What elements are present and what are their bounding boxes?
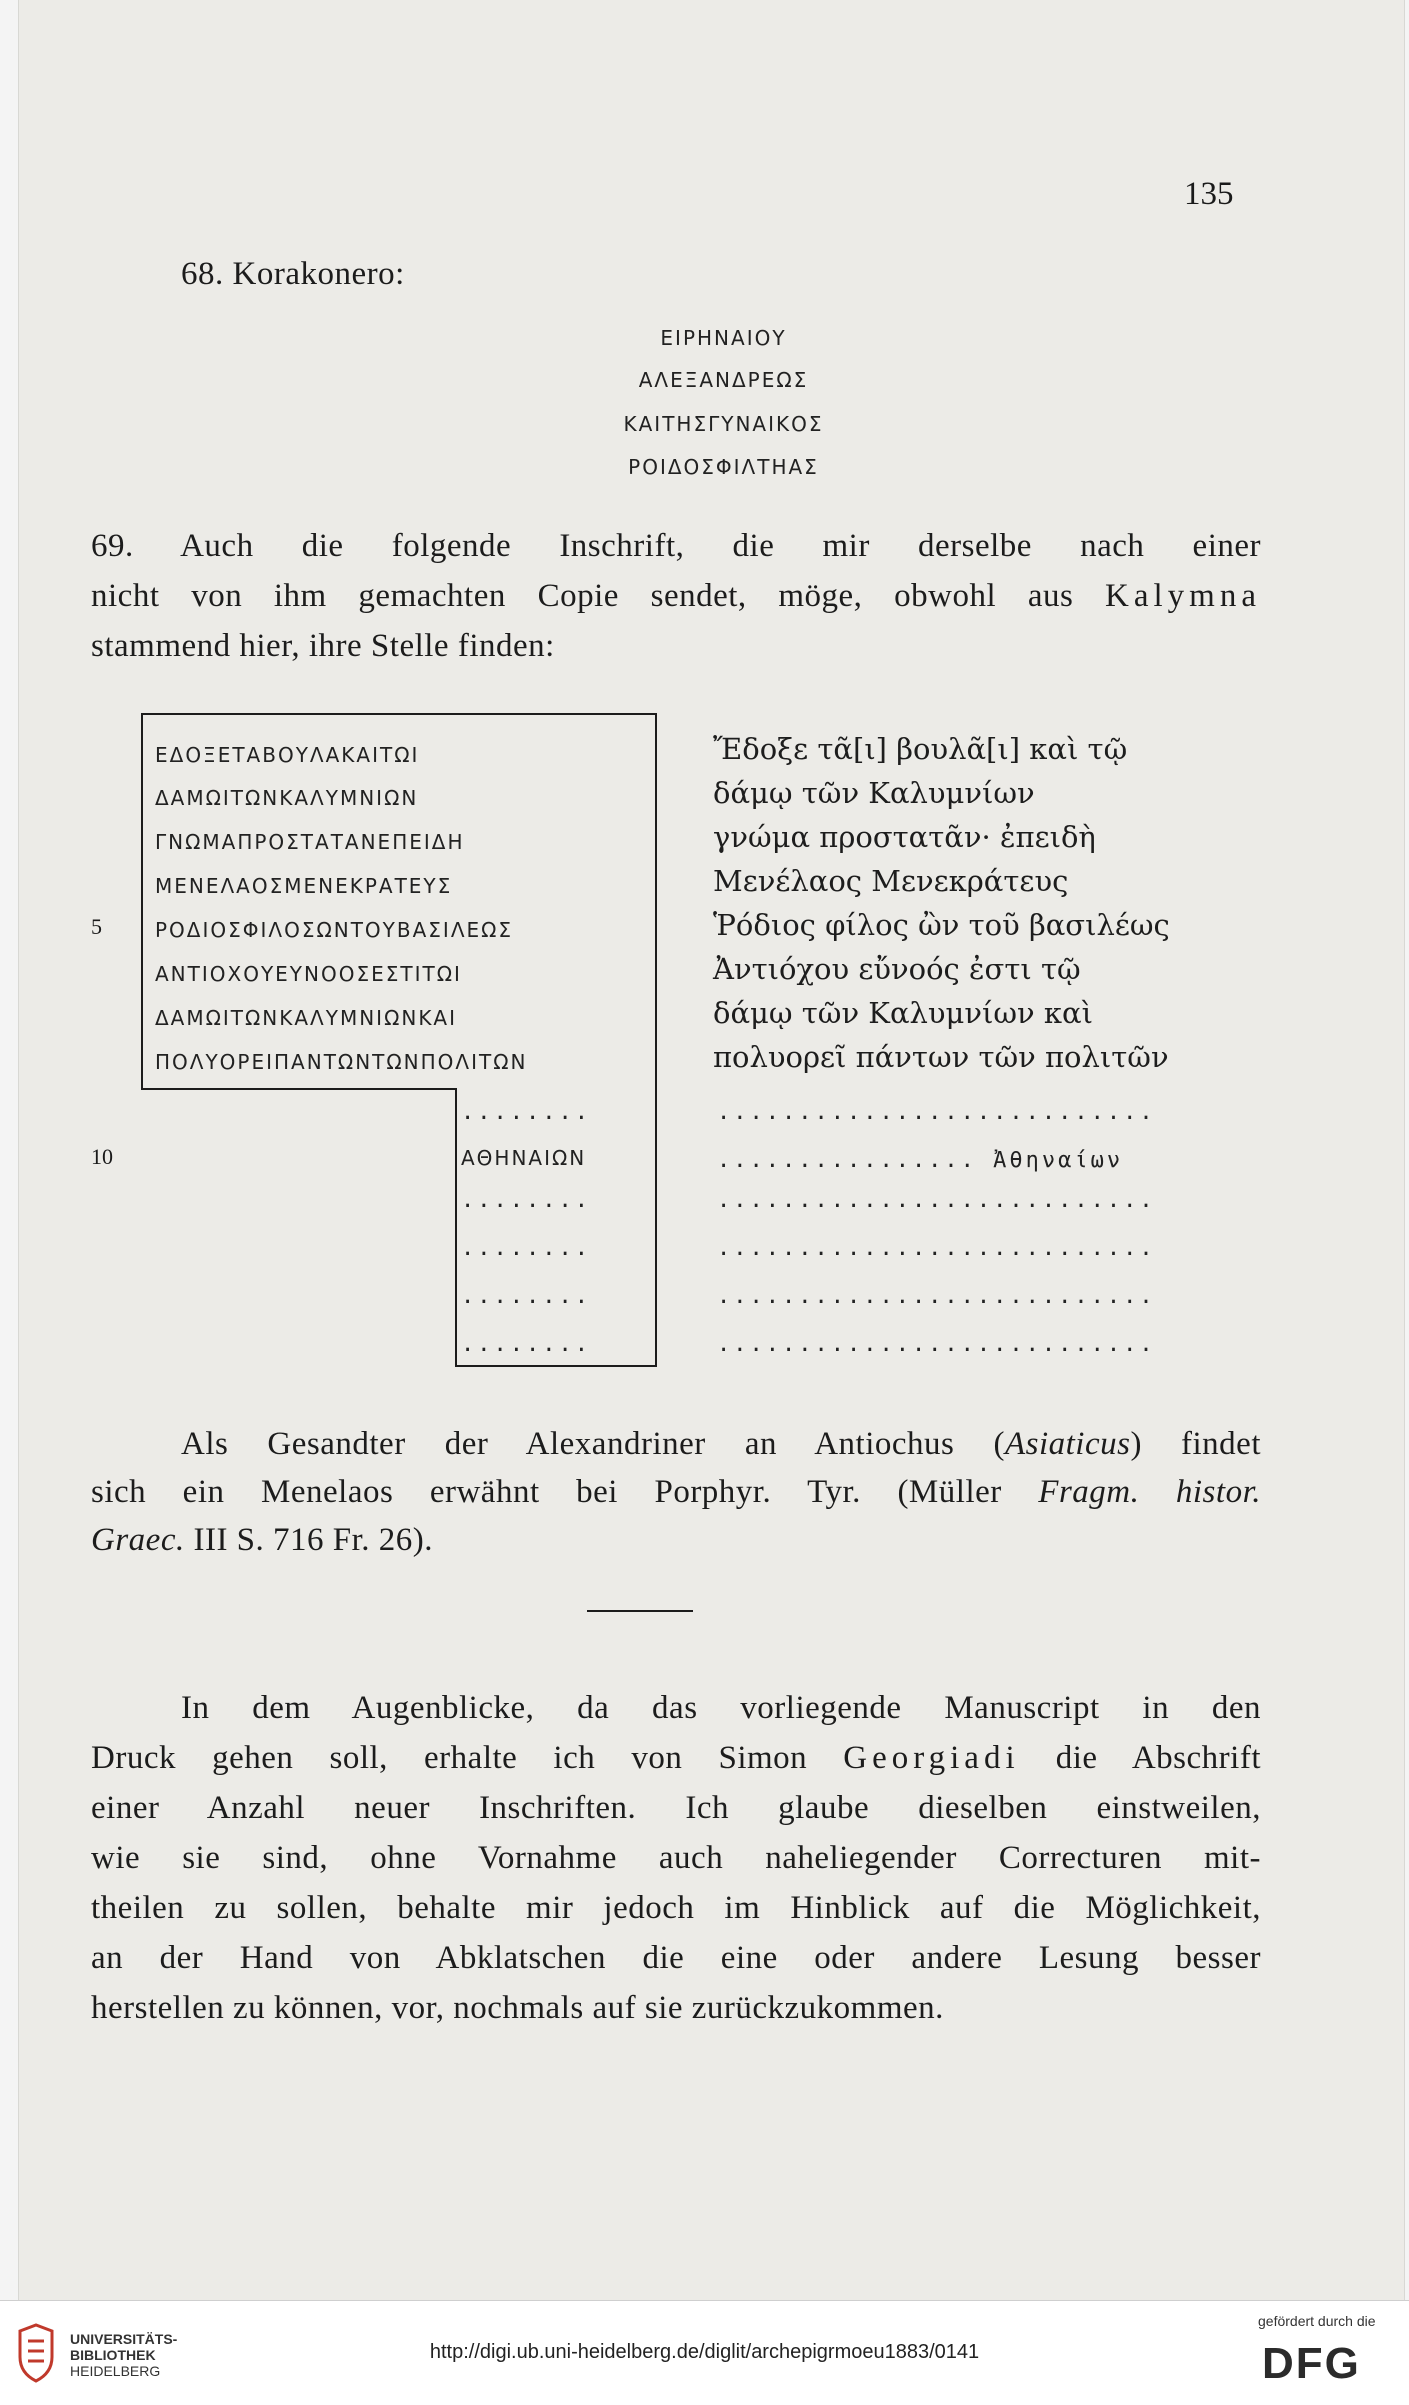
funded-by-label: gefördert durch die [1258,2313,1376,2329]
inscription-capital-line: ΜΕΝΕΛΑΟΣΜΕΝΕΚΡΑΤΕΥΣ [155,874,453,898]
line-number-10: 10 [91,1144,113,1169]
transcription-dots: ................ Ἀθηναίων [717,1148,1124,1173]
note-text: die Abschrift [1019,1740,1261,1776]
inscription-capital-line: ΔΑΜΩΙΤΩΝΚΑΛΥΜΝΙΩΝΚΑΙ [155,1006,458,1030]
note-line: wie sie sind, ohne Vornahme auch naheliegender Correcturen mit- [91,1840,1261,1876]
inscription-capital-line: ΕΔΟΞΕΤΑΒΟΥΛΑΚΑΙΤΩΙ [155,743,420,767]
section-69-intro-line: 69. Auch die folgende Inschrift, die mir derselbe nach einer [91,528,1261,564]
commentary-line [91,1522,433,1559]
section-separator [587,1610,693,1612]
transcription-dots: ........................... [717,1332,1156,1357]
permalink-url[interactable] [0,2341,1409,2364]
commentary-italic: Graec. [91,1522,185,1558]
place-name-kalymna: Kalymna [1105,578,1261,614]
library-name-line: HEIDELBERG [70,2363,161,2379]
inscription-68-line: ΚΑΙΤΗΣΓΥΝΑΙΚΟΣ [623,412,824,436]
note-line: herstellen zu können, vor, nochmals auf sie zurückzukommen. [91,1990,944,2026]
inscription-capital-line: ΠΟΛΥΟΡΕΙΠΑΝΤΩΝΤΩΝΠΟΛΙΤΩΝ [155,1050,528,1074]
permalink-text[interactable]: http://digi.ub.uni-heidelberg.de/diglit/archepigrmoeu1883/0141 [429,2341,980,2363]
box-fragment-bottom-border [455,1365,657,1367]
transcription-line: δάμῳ τῶν Καλυμνίων καὶ [713,996,1093,1030]
dfg-logo: DFG [1262,2339,1361,2388]
transcription-line [717,1140,1123,1174]
commentary-italic: Fragm. histor. [1038,1474,1261,1510]
inscription-68-line: ΑΛΕΞΑΝΔΡΕΩΣ [638,368,809,392]
page-number: 135 [1184,176,1234,212]
book-page [18,0,1405,2300]
library-name-line: BIBLIOTHEK [70,2347,156,2363]
box-right-border [655,713,657,1367]
fragment-dots: ........ [461,1332,591,1357]
commentary-italic: Asiaticus [1004,1426,1131,1462]
fragment-dots: ........ [461,1100,591,1125]
transcription-line: Ἔδοξε τᾶ[ι] βουλᾶ[ι] καὶ τῷ [713,732,1128,766]
commentary-text: Als Gesandter der Alexandriner an Antiochus ( [181,1426,1005,1462]
inscription-68-line: ΕΙΡΗΝΑΙΟΥ [660,326,787,350]
fragment-dots: ........ [461,1236,591,1261]
commentary-text: sich ein Menelaos erwähnt bei Porphyr. Tyr. (Müller [91,1474,1039,1510]
inscription-capital-line: ΡΟΔΙΟΣΦΙΛΟΣΩΝΤΟΥΒΑΣΙΛΕΩΣ [155,918,514,942]
library-name-line: UNIVERSITÄTS- [70,2331,178,2347]
commentary-line [181,1426,1261,1463]
note-line: an der Hand von Abklatschen die eine oder andere Lesung besser [91,1940,1261,1976]
transcription-dots: ........................... [717,1284,1156,1309]
transcription-line: δάμῳ τῶν Καλυμνίων [713,776,1035,810]
fragment-dots: ........ [461,1284,591,1309]
line-number-5: 5 [91,914,102,939]
section-69-intro-line [91,578,1261,615]
transcription-line: πολυορεῖ πάντων τῶν πολιτῶν [713,1040,1169,1074]
section-69-intro-line: stammend hier, ihre Stelle finden: [91,628,555,664]
inscription-capital-line: ΓΝΩΜΑΠΡΟΣΤΑΤΑΝΕΠΕΙΔΗ [155,830,465,854]
fragment-word-athenaion: ΑΘΗΝΑΙΩΝ [461,1146,587,1170]
box-bottom-border [141,1088,457,1090]
commentary-line [91,1474,1261,1511]
person-name-georgiadi: Georgiadi [843,1740,1020,1776]
commentary-text: ) findet [1130,1426,1261,1462]
transcription-line: Μενέλαος Μενεκράτευς [713,864,1069,898]
inscription-capital-line: ΑΝΤΙΟΧΟΥΕΥΝΟΟΣΕΣΤΙΤΩΙ [155,962,462,986]
transcription-line: Ἀντιόχου εὔνοός ἐστι τῷ [713,952,1081,986]
note-line [91,1740,1261,1777]
box-top-border [141,713,657,715]
intro-text: nicht von ihm gemachten Copie sendet, möge, obwohl aus [91,578,1106,614]
viewer-footer [0,2300,1409,2405]
commentary-text: III S. 716 Fr. 26). [184,1522,434,1558]
section-68-heading: 68. Korakonero: [181,256,405,292]
transcription-dots: ........................... [717,1236,1156,1261]
transcription-line: Ῥόδιος φίλος ὢν τοῦ βασιλέως [713,908,1170,942]
note-line: einer Anzahl neuer Inschriften. Ich glaube dieselben einstweilen, [91,1790,1261,1826]
box-left-border [141,713,143,1090]
transcription-dots: ........................... [717,1188,1156,1213]
note-text: Druck gehen soll, erhalte ich von Simon [91,1740,844,1776]
transcription-line: γνώμα προστατᾶν· ἐπειδὴ [713,820,1096,854]
inscription-68-line: ΡΟΙΔΟΣΦΙΛΤΗΑΣ [628,455,819,479]
box-fragment-left-border [455,1088,457,1367]
inscription-capital-line: ΔΑΜΩΙΤΩΝΚΑΛΥΜΝΙΩΝ [155,786,419,810]
transcription-dots: ........................... [717,1100,1156,1125]
fragment-dots: ........ [461,1188,591,1213]
note-line: In dem Augenblicke, da das vorliegende Manuscript in den [181,1690,1261,1726]
note-line: theilen zu sollen, behalte mir jedoch im Hinblick auf die Möglichkeit, [91,1890,1261,1926]
